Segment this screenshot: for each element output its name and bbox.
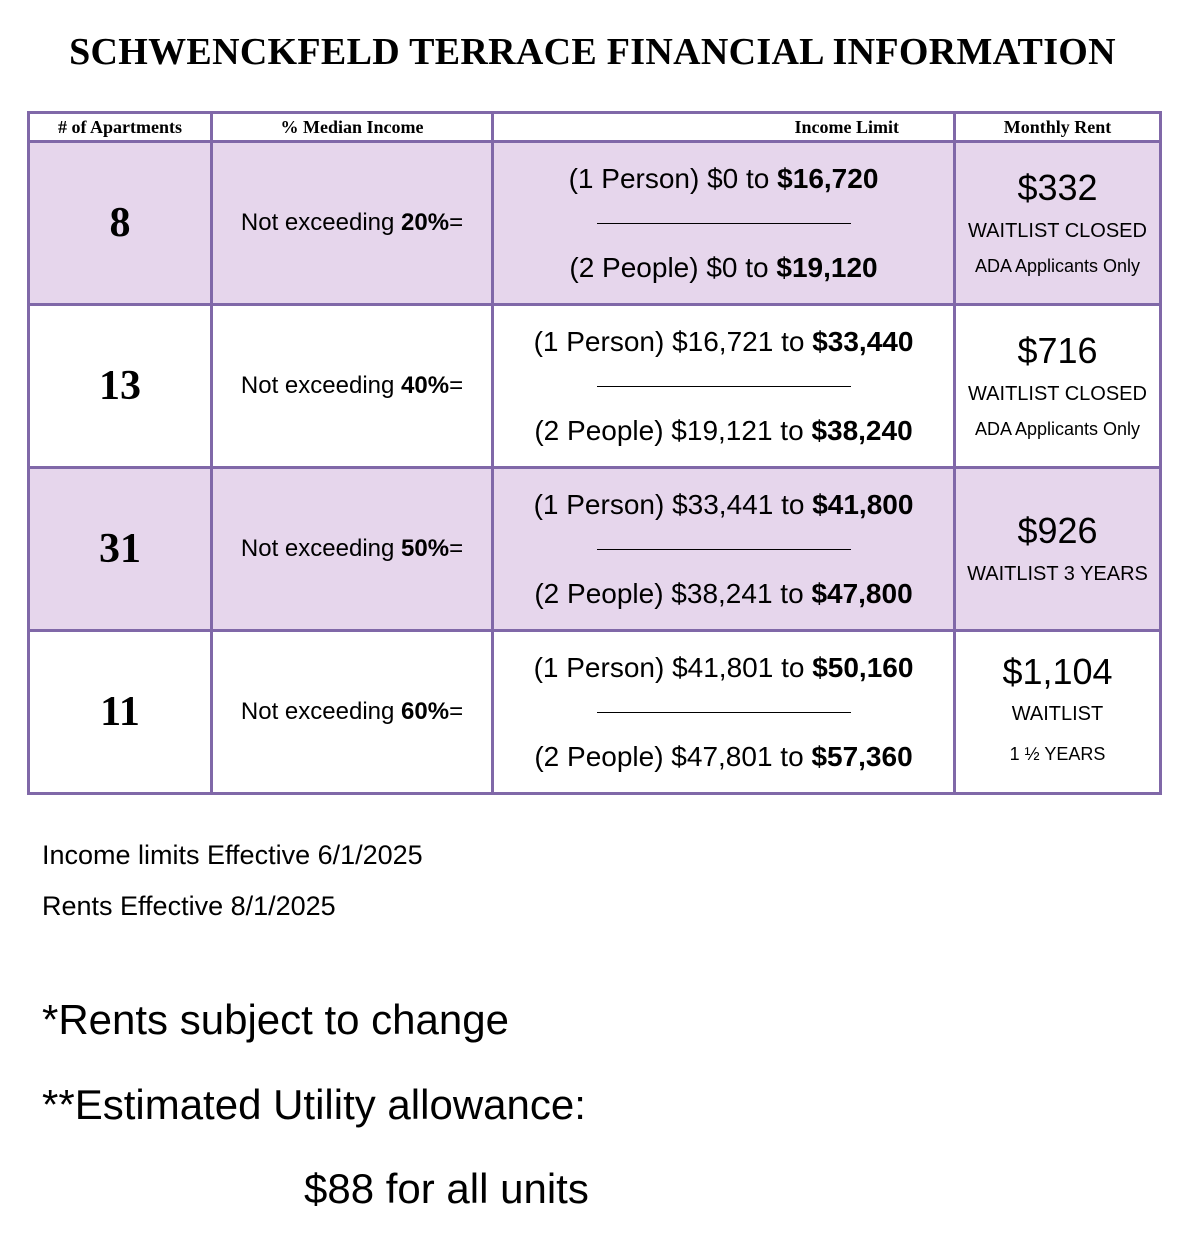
waitlist-note: ADA Applicants Only: [974, 419, 1141, 439]
median-prefix: Not exceeding: [240, 209, 402, 236]
median-suffix: =: [449, 372, 464, 399]
income-limit-cell: [493, 305, 955, 468]
median-suffix: =: [449, 698, 464, 725]
rent-amount: $332: [1017, 167, 1098, 208]
limit-two-people-max: $19,120: [776, 251, 878, 283]
limit-two-people: [494, 248, 953, 288]
limit-one-person: [494, 322, 953, 362]
waitlist-note: ADA Applicants Only: [974, 256, 1141, 276]
limit-two-people-max: $38,240: [811, 414, 913, 446]
median-prefix: Not exceeding: [240, 372, 402, 399]
monthly-rent-cell: [955, 142, 1161, 305]
rents-effective-note: Rents Effective 8/1/2025: [42, 891, 336, 921]
limit-two-people-prefix: (2 People) $47,801 to: [534, 740, 812, 772]
header-median-income: % Median Income: [212, 113, 493, 142]
limit-two-people-prefix: (2 People) $38,241 to: [534, 577, 812, 609]
limit-two-people-prefix: (2 People) $0 to: [569, 251, 777, 283]
header-income-limit: Income Limit: [493, 113, 955, 142]
limit-one-person-prefix: (1 Person) $0 to: [568, 162, 778, 194]
median-prefix: Not exceeding: [240, 535, 402, 562]
median-income-cell: [212, 142, 493, 305]
apartment-count: 8: [29, 142, 212, 305]
limit-two-people-max: $47,800: [811, 577, 913, 609]
limit-one-person-max: $33,440: [812, 325, 914, 357]
median-percent: 40%: [401, 372, 450, 399]
table-row: [29, 631, 1161, 794]
limit-one-person-max: $16,720: [777, 162, 879, 194]
limit-one-person-max: $50,160: [812, 651, 914, 683]
limit-two-people-prefix: (2 People) $19,121 to: [534, 414, 812, 446]
limit-two-people: [494, 411, 953, 451]
limit-divider: [597, 386, 851, 387]
income-limit-cell: [493, 468, 955, 631]
median-prefix: Not exceeding: [240, 698, 402, 725]
header-apartments: # of Apartments: [29, 113, 212, 142]
apartment-count: 11: [29, 631, 212, 794]
limit-two-people-max: $57,360: [811, 740, 913, 772]
rent-amount: $716: [1017, 330, 1098, 371]
monthly-rent-cell: [955, 305, 1161, 468]
rents-change-note: *Rents subject to change: [42, 996, 509, 1043]
median-percent: 60%: [401, 698, 450, 725]
monthly-rent-cell: [955, 631, 1161, 794]
income-limit-cell: [493, 631, 955, 794]
limit-divider: [597, 712, 851, 713]
limit-one-person-max: $41,800: [812, 488, 914, 520]
limit-one-person: [494, 485, 953, 525]
apartment-count: 13: [29, 305, 212, 468]
median-percent: 20%: [401, 209, 450, 236]
limit-one-person-prefix: (1 Person) $16,721 to: [533, 325, 813, 357]
table-row: [29, 142, 1161, 305]
median-percent: 50%: [401, 535, 450, 562]
limit-divider: [597, 223, 851, 224]
median-income-cell: [212, 305, 493, 468]
utility-allowance-label: **Estimated Utility allowance:: [42, 1081, 586, 1128]
table-row: [29, 305, 1161, 468]
limit-one-person-prefix: (1 Person) $33,441 to: [533, 488, 813, 520]
median-income-cell: [212, 631, 493, 794]
median-suffix: =: [449, 535, 464, 562]
waitlist-status: WAITLIST CLOSED: [968, 383, 1147, 405]
waitlist-status: WAITLIST CLOSED: [968, 220, 1147, 242]
financial-table: [27, 111, 1162, 795]
limit-one-person: [494, 648, 953, 688]
limit-two-people: [494, 737, 953, 777]
header-monthly-rent: Monthly Rent: [955, 113, 1161, 142]
median-suffix: =: [449, 209, 464, 236]
limit-one-person: [494, 159, 953, 199]
rent-amount: $926: [1017, 510, 1098, 551]
limit-divider: [597, 549, 851, 550]
apartment-count: 31: [29, 468, 212, 631]
utility-allowance-value: $88 for all units: [304, 1165, 589, 1212]
page-title: SCHWENCKFELD TERRACE FINANCIAL INFORMATION: [69, 31, 1116, 73]
monthly-rent-cell: [955, 468, 1161, 631]
table-header-row: [29, 113, 1161, 142]
limit-two-people: [494, 574, 953, 614]
waitlist-status: WAITLIST 3 YEARS: [967, 563, 1148, 585]
table-row: [29, 468, 1161, 631]
median-income-cell: [212, 468, 493, 631]
waitlist-duration: 1 ½ YEARS: [1009, 744, 1106, 764]
income-limit-cell: [493, 142, 955, 305]
waitlist-status: WAITLIST: [1011, 703, 1104, 725]
income-effective-note: Income limits Effective 6/1/2025: [42, 840, 423, 870]
rent-amount: $1,104: [1002, 651, 1113, 692]
limit-one-person-prefix: (1 Person) $41,801 to: [533, 651, 813, 683]
